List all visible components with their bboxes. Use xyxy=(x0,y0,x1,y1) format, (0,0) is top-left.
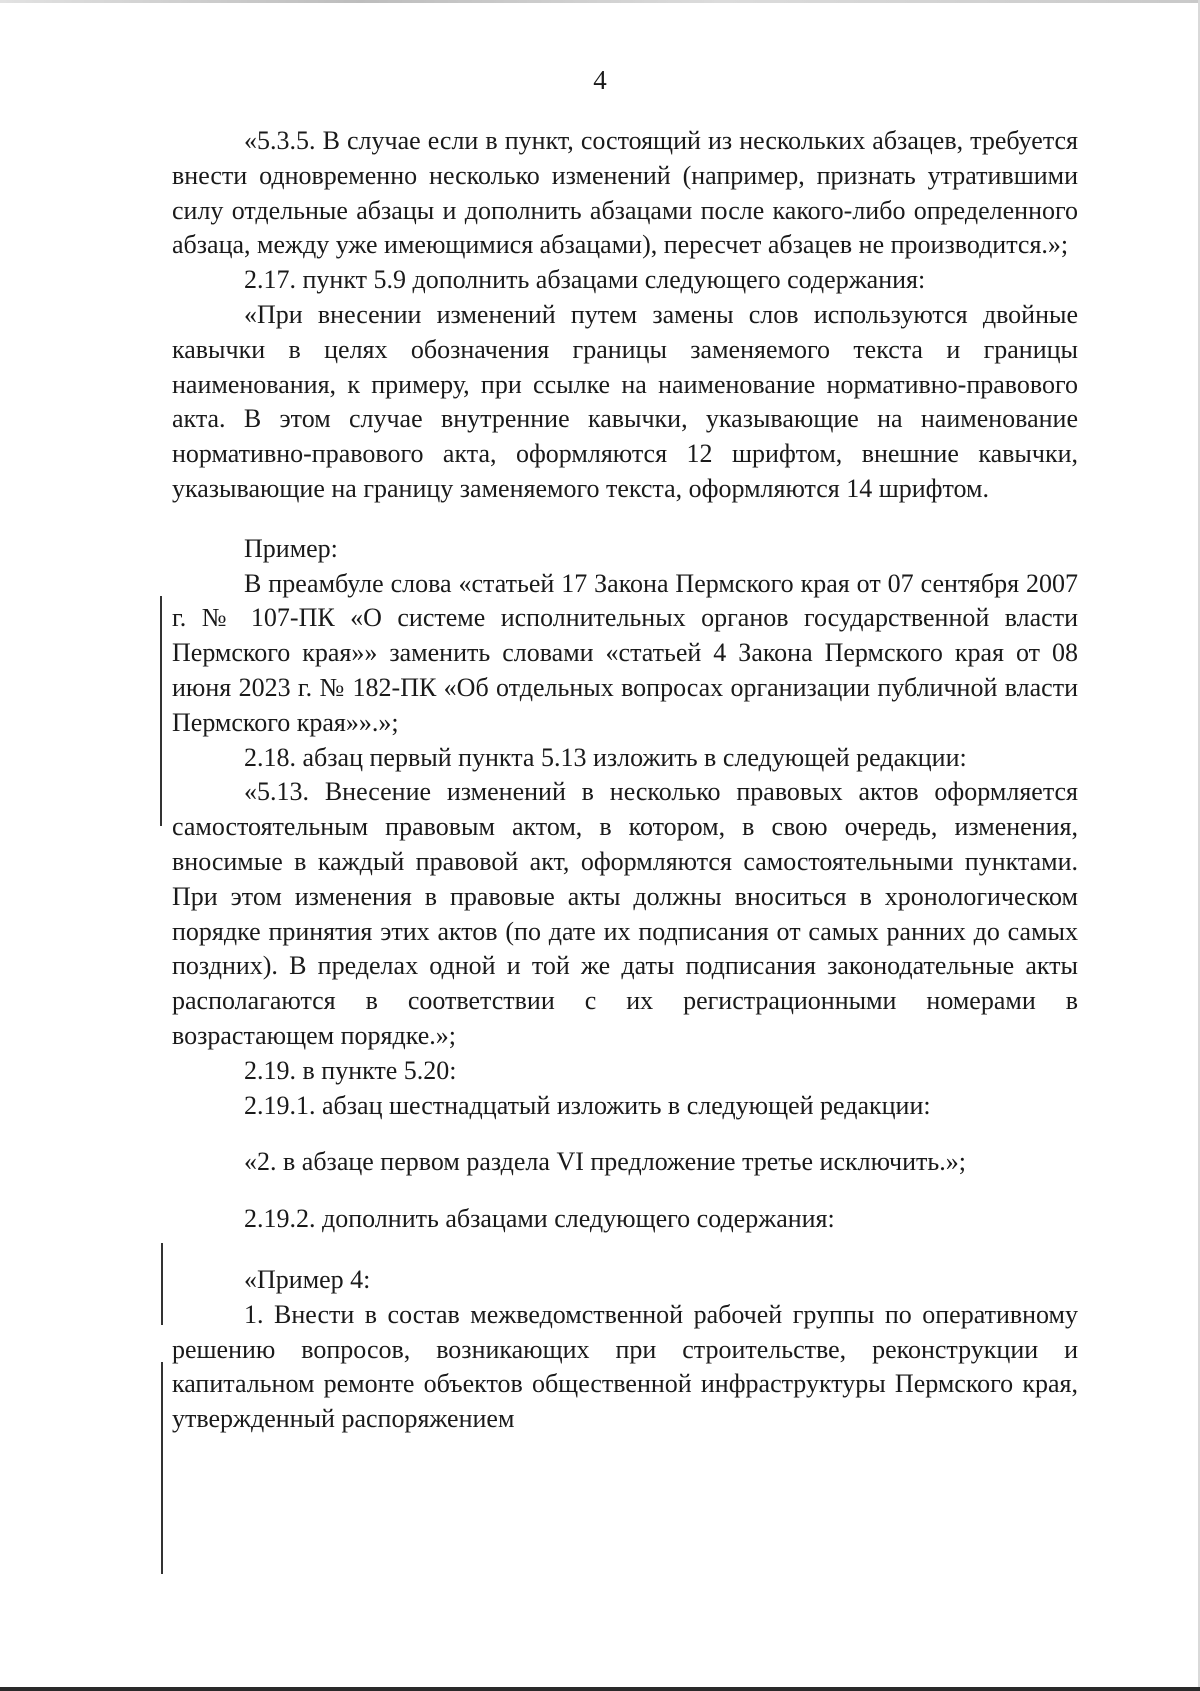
paragraph-quotes-rule: «При внесении изменений путем замены слов используются двойные кавычки в целях обозначения границы заменяемого текста и границы наименования, к примеру, при ссылке на наименование нормативно-правового акта. В этом случае внутренние кавычки, указывающие на наименование нормативно-правового акта, оформляются 12 шрифтом, внешние кавычки, указывающие на границу заменяемого текста, оформляются 14 шрифтом. xyxy=(172,299,1078,503)
change-bar-2 xyxy=(161,1243,163,1325)
paragraph-example-heading: Пример: xyxy=(244,533,338,563)
spacer xyxy=(172,1123,1078,1145)
paragraph-example-4-heading: «Пример 4: xyxy=(244,1264,371,1294)
page-number: 4 xyxy=(593,65,607,95)
paragraph-5-3-5: «5.3.5. В случае если в пункт, состоящий из нескольких абзацев, требуется внести одновременно несколько изменений (например, признать утратившими силу отдельные абзацы и дополнить абзацами после какого-либо определенного абзаца, между уже имеющимися абзацами), пересчет абзацев не производится.»; xyxy=(172,126,1078,260)
spacer xyxy=(172,1237,1078,1263)
document-body xyxy=(172,124,1078,1437)
paragraph-5-13: «5.13. Внесение изменений в несколько правовых актов оформляется самостоятельным правовым актом, в котором, в свою очередь, изменения, вносимые в каждый правовой акт, оформляются самостоятельными пунктами. При этом изменения в правовые акты должны вноситься в хронологическом порядке принятия этих актов (по дате их подписания от самых ранних до самых поздних). В пределах одной и той же даты подписания законодательные акты располагаются в соответствии с их регистрационными номерами в возрастающем порядке.»; xyxy=(172,777,1078,1050)
paragraph-section-vi: «2. в абзаце первом раздела VI предложение третье исключить.»; xyxy=(244,1147,966,1177)
paragraph-2-18: 2.18. абзац первый пункта 5.13 изложить в следующей редакции: xyxy=(244,742,967,772)
scan-top-edge xyxy=(0,0,1200,3)
spacer xyxy=(172,1180,1078,1202)
paragraph-2-19-1: 2.19.1. абзац шестнадцатый изложить в следующей редакции: xyxy=(244,1090,931,1120)
change-bar-3 xyxy=(161,1362,163,1574)
paragraph-example-4-item-1: 1. Внести в состав межведомственной рабочей группы по оперативному решению вопросов, возникающих при строительстве, реконструкции и капитальном ремонте объектов общественной инфраструктуры Пермского края, утвержденный распоряжением xyxy=(172,1299,1078,1434)
change-bar-1 xyxy=(160,596,162,826)
scan-bottom-edge xyxy=(0,1687,1200,1691)
spacer xyxy=(172,507,1078,532)
paragraph-2-17: 2.17. пункт 5.9 дополнить абзацами следующего содержания: xyxy=(244,265,926,295)
paragraph-2-19: 2.19. в пункте 5.20: xyxy=(244,1055,457,1085)
paragraph-example-text: В преамбуле слова «статьей 17 Закона Пермского края от 07 сентября 2007 г. № 107-ПК «О системе исполнительных органов государственной власти Пермского края»» заменить словами «статьей 4 Закона Пермского края от 08 июня 2023 г. № 182-ПК «Об отдельных вопросах организации публичной власти Пермского края»».»; xyxy=(172,568,1078,737)
paragraph-2-19-2: 2.19.2. дополнить абзацами следующего содержания: xyxy=(244,1204,835,1234)
